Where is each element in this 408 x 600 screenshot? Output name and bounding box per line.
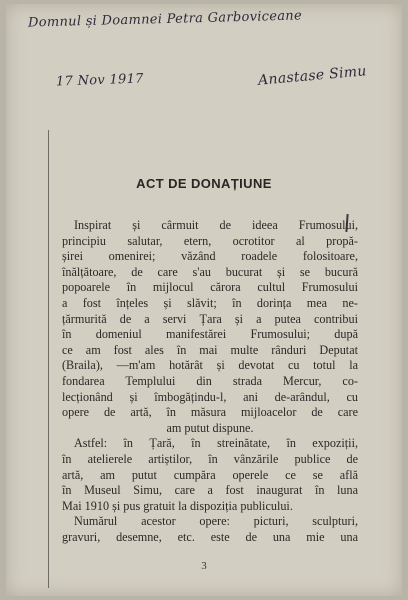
body-line: artă, am putut cumpăra operele ce se află <box>62 467 358 482</box>
body-line: Numărul acestor opere: picturi, sculpturi, <box>74 514 358 529</box>
body-line: șirei omenirei; văzând roadele folositoare, <box>62 249 358 264</box>
body-line: am putut dispune. <box>166 420 254 435</box>
body-line: înălțătoare, de care s'au bucurat și se bucură <box>62 264 358 279</box>
document-title: ACT DE DONAȚIUNE <box>136 176 272 191</box>
body-line: fondarea Templului din strada Mercur, co- <box>62 373 358 388</box>
body-line: Inspirat și cârmuit de ideea Frumosului, <box>74 218 358 232</box>
handwritten-signature: Anastase Simu <box>257 63 368 89</box>
body-line: în domeniul manifestărei Frumosului; după <box>62 327 358 342</box>
handwritten-dedication: Domnul și Doamnei Petra Garboviceane <box>27 8 303 31</box>
body-line: principiu salutar, etern, ocrotitor al propă- <box>62 233 358 248</box>
body-line: în Museul Simu, care a fost inaugurat în luna <box>62 483 358 498</box>
body-line: (Braila), —m'am hotărât și devotat cu totul la <box>62 358 358 373</box>
body-line: ce am fost ales în mai multe rânduri Deputat <box>62 342 358 357</box>
body-line: în atelierele artiștilor, în vânzările publice de <box>62 451 358 466</box>
body-line: țărmurită de a servi Țara și a putea contribui <box>62 311 358 326</box>
body-line: lecționând și îmbogățindu-l, ani de-arândul, cu <box>62 389 358 404</box>
body-line: opere de artă, în măsura mijloacelor de care <box>62 405 358 420</box>
page-number: 3 <box>201 560 207 572</box>
body-line: Astfel: în Țară, în streinătate, în expoziții, <box>74 436 358 451</box>
handwritten-date: 17 Nov 1917 <box>55 71 144 90</box>
body-line: Mai 1910 și pus gratuit la dispoziția publicului. <box>62 498 293 513</box>
body-line: gravuri, desemne, etc. este de una mie una <box>62 529 358 544</box>
body-line: a fost înțeles și slăvit; în dorința mea ne- <box>62 295 358 310</box>
document-body <box>62 218 358 545</box>
body-line: popoarele în mijlocul cărora cultul Frumosului <box>62 280 358 295</box>
